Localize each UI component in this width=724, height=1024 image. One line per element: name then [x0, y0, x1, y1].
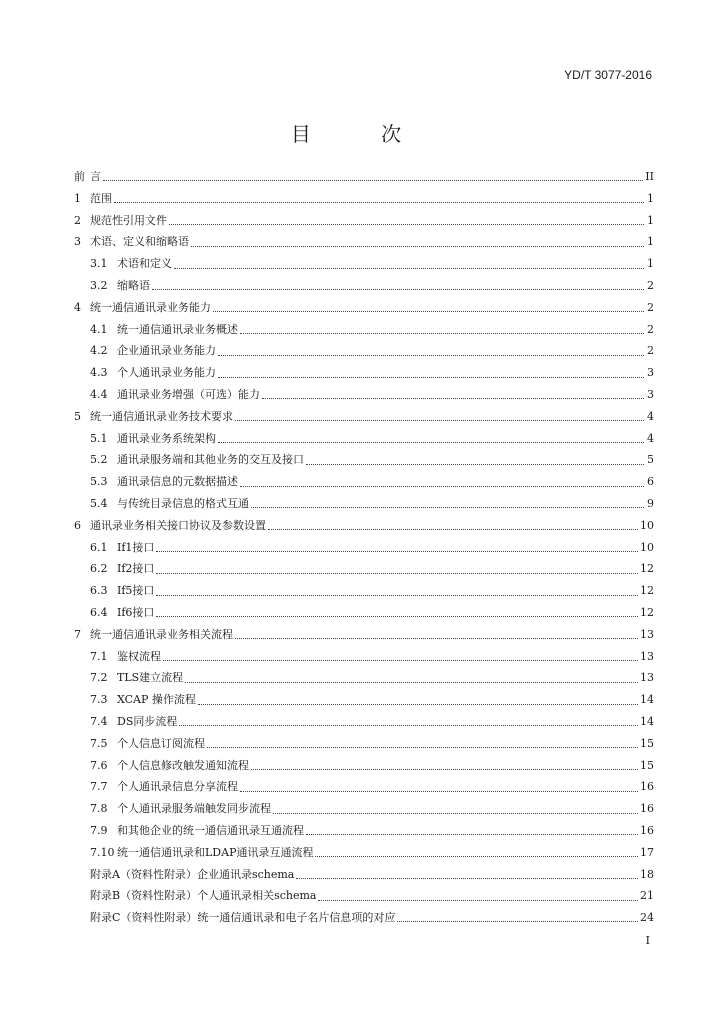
toc-leader-dots: [315, 848, 638, 857]
toc-entry-number: 7.1: [90, 649, 108, 663]
toc-entry-number: 3: [74, 235, 81, 249]
toc-entry-number: 3.1: [90, 257, 108, 271]
toc-entry-title: 个人通讯录服务端触发同步流程: [117, 802, 271, 816]
toc-entry-number: 7.10: [90, 845, 115, 859]
toc-entry[interactable]: [74, 733, 654, 755]
toc-entry-number: 6.3: [90, 584, 108, 598]
toc-entry[interactable]: [74, 340, 654, 362]
toc-leader-dots: [273, 805, 638, 814]
toc-entry-number: 4.1: [90, 322, 108, 336]
toc-leader-dots: [103, 172, 643, 181]
toc-entry-title: 范围: [90, 191, 112, 205]
toc-entry[interactable]: [74, 842, 654, 864]
toc-entry[interactable]: [74, 471, 654, 493]
toc-entry-page: 1: [647, 213, 654, 227]
toc-entry-page: 12: [640, 605, 654, 619]
toc-leader-dots: [114, 194, 644, 203]
toc-entry-page: 3: [647, 387, 654, 401]
toc-entry[interactable]: [74, 362, 654, 384]
toc-entry-number: 7.7: [90, 780, 108, 794]
toc-entry-title: 通讯录服务端和其他业务的交互及接口: [117, 453, 304, 467]
toc-entry-title: 术语、定义和缩略语: [90, 235, 189, 249]
toc-entry-page: 2: [647, 322, 654, 336]
toc-entry-page: 15: [640, 736, 654, 750]
toc-leader-dots: [240, 325, 644, 334]
page-number: I: [645, 934, 650, 947]
toc-leader-dots: [152, 281, 644, 290]
toc-entry-page: 14: [640, 693, 654, 707]
toc-entry[interactable]: [74, 537, 654, 559]
toc-entry-title: TLS建立流程: [117, 671, 184, 685]
toc-leader-dots: [156, 608, 638, 617]
toc-entry-number: 前: [74, 170, 85, 183]
toc-entry-page: 13: [640, 627, 654, 641]
toc-entry[interactable]: [74, 515, 654, 537]
toc-entry-number: 5.1: [90, 431, 108, 445]
toc-entry-number: 6.1: [90, 540, 108, 554]
toc-entry-title: If6接口: [117, 605, 155, 619]
toc-leader-dots: [218, 347, 644, 356]
toc-entry-number: 5.2: [90, 453, 108, 467]
toc-entry[interactable]: [74, 820, 654, 842]
toc-entry-page: 13: [640, 649, 654, 663]
toc-entry-title: 统一通信通讯录业务概述: [117, 322, 238, 336]
toc-entry-page: 18: [640, 867, 654, 881]
toc-entry-number: 6: [74, 518, 81, 532]
toc-leader-dots: [163, 652, 638, 661]
toc-entry[interactable]: [74, 166, 654, 188]
toc-leader-dots: [191, 238, 644, 247]
toc-entry-number: 4.3: [90, 366, 108, 380]
toc-entry-title: 统一通信通讯录业务相关流程: [90, 627, 233, 641]
toc-entry-page: 2: [647, 278, 654, 292]
toc-entry-title: 通讯录信息的元数据描述: [117, 475, 238, 489]
toc-entry-page: 5: [647, 453, 654, 467]
toc-entry-number: 4: [74, 300, 81, 314]
toc-entry-title: 规范性引用文件: [90, 213, 167, 227]
toc-entry-number: 3.2: [90, 278, 108, 292]
toc-entry[interactable]: [74, 384, 654, 406]
toc-entry-title: 统一通信通讯录业务能力: [90, 300, 211, 314]
toc-entry-title: 个人信息修改触发通知流程: [117, 758, 249, 772]
toc-entry-title: 通讯录业务相关接口协议及参数设置: [90, 518, 266, 532]
toc-entry-page: 1: [647, 235, 654, 249]
toc-entry-page: 2: [647, 344, 654, 358]
toc-entry-number: 6.2: [90, 562, 108, 576]
toc-entry[interactable]: [74, 493, 654, 515]
toc-entry-title: 鉴权流程: [117, 649, 161, 663]
toc-entry-title: 企业通讯录业务能力: [117, 344, 216, 358]
toc-entry-title: 通讯录业务系统架构: [117, 431, 216, 445]
toc-entry-title: 和其他企业的统一通信通讯录互通流程: [117, 823, 304, 837]
toc-entry-title: 缩略语: [117, 278, 150, 292]
toc-entry[interactable]: [74, 297, 654, 319]
toc-entry-title: 与传统目录信息的格式互通: [117, 496, 249, 510]
toc-entry-number: 7.3: [90, 693, 108, 707]
toc-entry[interactable]: [74, 798, 654, 820]
toc-leader-dots: [318, 892, 638, 901]
toc-entry-title: 通讯录业务增强（可选）能力: [117, 387, 260, 401]
toc-title: 目 次: [290, 122, 434, 146]
toc-entry-title: 统一通信通讯录业务技术要求: [90, 409, 233, 423]
toc-entry-number: 5.3: [90, 475, 108, 489]
toc-entry-title: If2接口: [117, 562, 155, 576]
toc-entry[interactable]: [74, 580, 654, 602]
toc-entry-page: 16: [640, 802, 654, 816]
toc-entry-page: 2: [647, 300, 654, 314]
toc-leader-dots: [185, 674, 638, 683]
toc-entry-page: 13: [640, 671, 654, 685]
toc-entry[interactable]: [74, 406, 654, 428]
toc-entry-title: 附录C（资料性附录）统一通信通讯录和电子名片信息项的对应: [90, 911, 396, 925]
toc-entry-title: 附录B（资料性附录）个人通讯录相关schema: [90, 889, 317, 903]
toc-entry[interactable]: [74, 449, 654, 471]
toc-leader-dots: [235, 630, 638, 639]
toc-leader-dots: [174, 260, 644, 269]
toc-entry[interactable]: [74, 188, 654, 210]
toc-entry[interactable]: [74, 253, 654, 275]
toc-leader-dots: [169, 216, 644, 225]
toc-leader-dots: [218, 434, 644, 443]
toc-entry-number: 7.6: [90, 758, 108, 772]
toc-entry-title: 统一通信通讯录和LDAP通讯录互通流程: [117, 845, 314, 859]
toc-entry-number: 7.4: [90, 714, 108, 728]
table-of-contents: [74, 166, 654, 929]
document-code: YD/T 3077-2016: [564, 68, 652, 82]
toc-entry-number: 6.4: [90, 605, 108, 619]
toc-entry[interactable]: [74, 210, 654, 232]
toc-leader-dots: [268, 521, 638, 530]
toc-entry-page: 15: [640, 758, 654, 772]
toc-entry-page: 21: [640, 889, 654, 903]
toc-leader-dots: [218, 369, 644, 378]
toc-leader-dots: [156, 565, 638, 574]
toc-entry-title: 个人通讯录信息分享流程: [117, 780, 238, 794]
toc-leader-dots: [156, 543, 638, 552]
toc-leader-dots: [213, 303, 644, 312]
toc-leader-dots: [207, 739, 638, 748]
toc-entry-number: 7.2: [90, 671, 108, 685]
toc-leader-dots: [251, 761, 638, 770]
toc-leader-dots: [240, 783, 638, 792]
toc-leader-dots: [306, 826, 638, 835]
toc-entry-page: 6: [647, 475, 654, 489]
toc-entry-title: 个人信息订阅流程: [117, 736, 205, 750]
toc-leader-dots: [240, 478, 644, 487]
toc-entry[interactable]: [74, 755, 654, 777]
toc-entry-title: 附录A（资料性附录）企业通讯录schema: [90, 867, 295, 881]
toc-entry-number: 5.4: [90, 496, 108, 510]
toc-entry-number: 4.2: [90, 344, 108, 358]
toc-leader-dots: [296, 870, 638, 879]
toc-entry-page: 10: [640, 518, 654, 532]
toc-entry-page: II: [645, 170, 654, 183]
toc-entry-title: If5接口: [117, 584, 155, 598]
toc-entry-title: 言: [90, 170, 101, 183]
toc-entry-number: 1: [74, 191, 81, 205]
toc-entry[interactable]: [74, 275, 654, 297]
toc-entry[interactable]: [74, 711, 654, 733]
toc-leader-dots: [156, 587, 638, 596]
toc-entry[interactable]: [74, 624, 654, 646]
toc-entry-page: 4: [647, 431, 654, 445]
toc-leader-dots: [397, 913, 638, 922]
toc-entry-title: DS同步流程: [117, 714, 178, 728]
toc-entry-page: 12: [640, 584, 654, 598]
toc-leader-dots: [235, 412, 644, 421]
toc-entry-page: 24: [640, 911, 654, 925]
toc-entry-page: 4: [647, 409, 654, 423]
toc-entry-page: 17: [640, 845, 654, 859]
toc-entry-page: 10: [640, 540, 654, 554]
toc-entry-number: 7: [74, 627, 81, 641]
toc-leader-dots: [262, 390, 644, 399]
toc-entry-title: If1接口: [117, 540, 155, 554]
toc-entry-number: 2: [74, 213, 81, 227]
toc-entry-page: 9: [647, 496, 654, 510]
toc-entry-number: 7.9: [90, 823, 108, 837]
toc-entry-page: 12: [640, 562, 654, 576]
toc-entry[interactable]: [74, 689, 654, 711]
toc-entry-number: 5: [74, 409, 81, 423]
toc-entry-page: 1: [647, 191, 654, 205]
toc-entry-number: 7.5: [90, 736, 108, 750]
toc-entry[interactable]: [74, 907, 654, 929]
toc-entry-page: 16: [640, 823, 654, 837]
toc-entry[interactable]: [74, 776, 654, 798]
toc-entry-page: 1: [647, 257, 654, 271]
toc-entry[interactable]: [74, 231, 654, 253]
toc-entry-page: 3: [647, 366, 654, 380]
toc-entry-page: 14: [640, 714, 654, 728]
toc-leader-dots: [251, 499, 644, 508]
toc-entry-title: 术语和定义: [117, 257, 172, 271]
toc-entry[interactable]: [74, 602, 654, 624]
toc-leader-dots: [198, 696, 638, 705]
toc-leader-dots: [179, 717, 638, 726]
toc-entry[interactable]: [74, 864, 654, 886]
toc-entry-number: 4.4: [90, 387, 108, 401]
toc-entry-title: 个人通讯录业务能力: [117, 366, 216, 380]
toc-entry[interactable]: [74, 885, 654, 907]
toc-entry[interactable]: [74, 646, 654, 668]
toc-entry[interactable]: [74, 428, 654, 450]
toc-entry-number: 7.8: [90, 802, 108, 816]
toc-entry[interactable]: [74, 319, 654, 341]
toc-entry[interactable]: [74, 558, 654, 580]
toc-leader-dots: [306, 456, 644, 465]
toc-entry[interactable]: [74, 667, 654, 689]
toc-entry-page: 16: [640, 780, 654, 794]
toc-entry-title: XCAP 操作流程: [117, 693, 196, 707]
